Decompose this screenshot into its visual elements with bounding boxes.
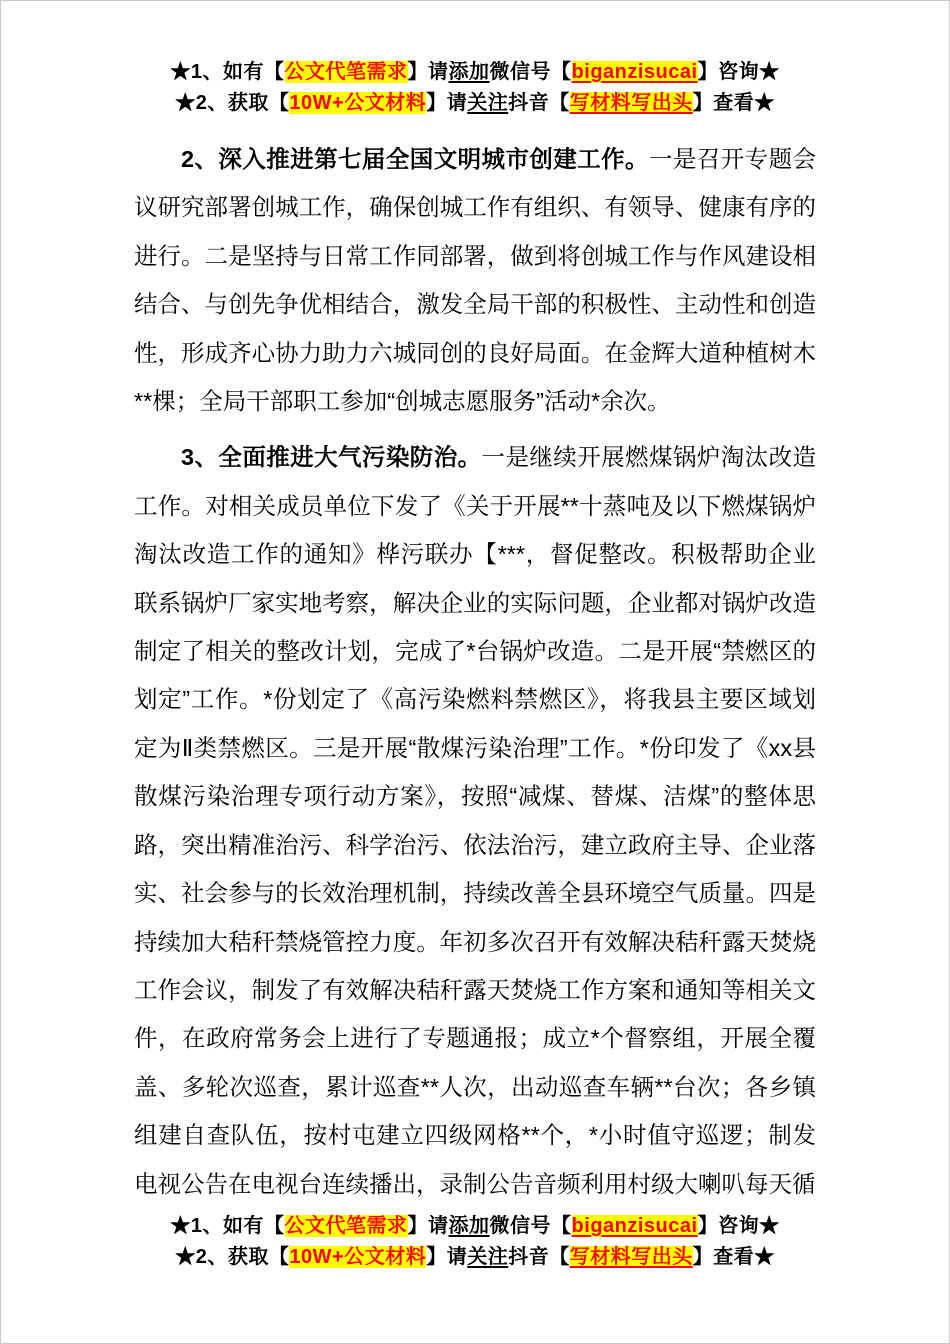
paragraph-civilized-city xyxy=(134,135,816,425)
notice2-prefix: ★2、获取【 xyxy=(175,1246,290,1268)
paragraph-2-text: 一是召开专题会议研究部署创城工作，确保创城工作有组织、有领导、健康有序的进行。二是坚持与日常工作同部署，做到将创城工作与作风建设相结合、与创先争优相结合，激发全局干部的积极性、主动性和创造性，形成齐心协力助力六城同创的良好局面。在金辉大道种植树木**棵；全局干部职工参加“创城志愿服务”活动*余次。 xyxy=(134,146,817,415)
notice2-douyin-id: 写材料写出头 xyxy=(569,1246,693,1268)
notice1-wechat-id: biganzisucai xyxy=(571,61,698,83)
notice1-mid1: 】请 xyxy=(407,1215,449,1237)
footer-notice-line-1 xyxy=(1,1211,949,1242)
footer-notice xyxy=(1,1211,949,1273)
notice1-mid2: 微信号【 xyxy=(489,1215,572,1237)
notice1-suffix: 】咨询★ xyxy=(697,61,780,83)
paragraph-3-lead: 3、全面推进大气污染防治。 xyxy=(181,444,482,471)
notice2-mid1: 】请 xyxy=(426,92,468,114)
document-body xyxy=(134,135,816,1208)
notice1-mid1: 】请 xyxy=(407,61,449,83)
notice2-highlight-materials: 10W+公文材料 xyxy=(289,1246,427,1268)
notice2-underlined-follow: 关注 xyxy=(467,1246,509,1268)
notice1-highlight-service: 公文代笔需求 xyxy=(284,1215,408,1237)
notice1-prefix: ★1、如有【 xyxy=(170,61,285,83)
notice1-suffix: 】咨询★ xyxy=(697,1215,780,1237)
notice2-mid2: 抖音【 xyxy=(508,1246,570,1268)
notice2-douyin-id: 写材料写出头 xyxy=(569,92,693,114)
footer-notice-line-2 xyxy=(1,1242,949,1273)
notice2-prefix: ★2、获取【 xyxy=(175,92,290,114)
notice1-underlined-add: 添加 xyxy=(448,61,490,83)
notice1-prefix: ★1、如有【 xyxy=(170,1215,285,1237)
notice1-wechat-id: biganzisucai xyxy=(571,1215,698,1237)
notice1-highlight-service: 公文代笔需求 xyxy=(284,61,408,83)
paragraph-3-text: 一是继续开展燃煤锅炉淘汰改造工作。对相关成员单位下发了《关于开展**十蒸吨及以下燃煤锅炉淘汰改造工作的通知》桦污联办【***，督促整改。积极帮助企业联系锅炉厂家实地考察，解决企业的实际问题，企业都对锅炉改造制定了相关的整改计划，完成了*台锅炉改造。二是开展“禁燃区的划定”工作。*份划定了《高污染燃料禁燃区》，将我县主要区域划定为Ⅱ类禁燃区。三是开展“散煤污染治理”工作。*份印发了《xx县散煤污染治理专项行动方案》，按照“减煤、替煤、洁煤”的整体思路，突出精准治污、科学治污、依法治污，建立政府主导、企业落实、社会参与的长效治理机制，持续改善全县环境空气质量。四是持续加大秸秆禁烧管控力度。年初多次召开有效解决秸秆露天焚烧工作会议，制发了有效解决秸秆露天焚烧工作方案和通知等相关文件，在政府常务会上进行了专题通报；成立*个督察组，开展全覆盖、多轮次巡查，累计巡查**人次，出动巡查车辆**台次；各乡镇组建自查队伍，按村屯建立四级网格**个，*小时值守巡逻；制发电视公告在电视台连续播出，录制公告音频利用村级大喇叭每天循 xyxy=(134,444,816,1197)
notice2-mid2: 抖音【 xyxy=(508,92,570,114)
header-notice xyxy=(1,1,949,119)
header-notice-line-1 xyxy=(1,57,949,88)
notice2-mid1: 】请 xyxy=(426,1246,468,1268)
notice2-underlined-follow: 关注 xyxy=(467,92,509,114)
notice1-mid2: 微信号【 xyxy=(489,61,572,83)
paragraph-air-pollution xyxy=(134,433,816,1208)
notice2-highlight-materials: 10W+公文材料 xyxy=(289,92,427,114)
notice2-suffix: 】查看★ xyxy=(692,92,775,114)
header-notice-line-2 xyxy=(1,88,949,119)
paragraph-2-lead: 2、深入推进第七届全国文明城市创建工作。 xyxy=(181,146,649,172)
notice2-suffix: 】查看★ xyxy=(692,1246,775,1268)
notice1-underlined-add: 添加 xyxy=(448,1215,490,1237)
